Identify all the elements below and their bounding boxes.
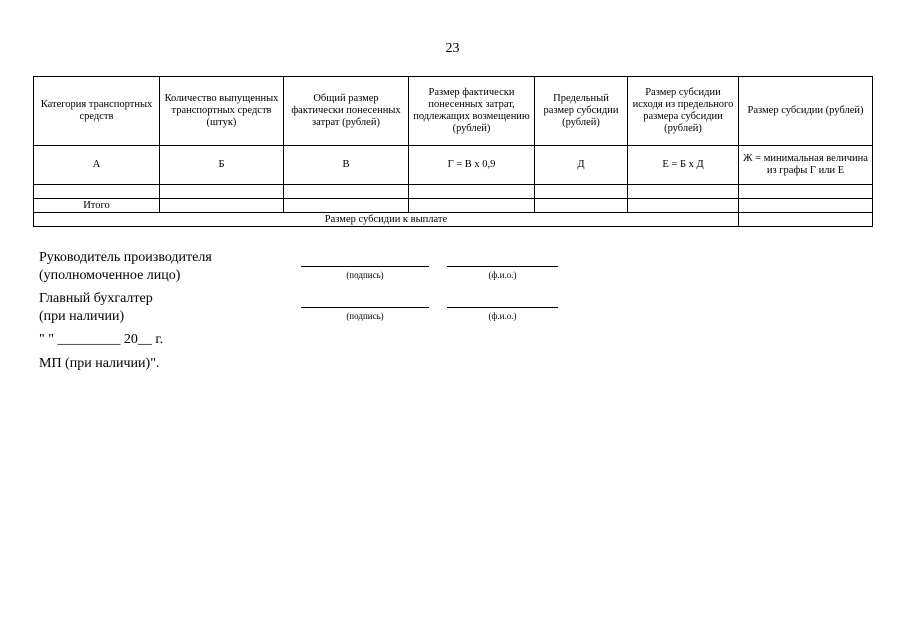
header-cell-max-subsidy: Предельный размер субсидии (рублей) [535,77,628,146]
code-cell: В [284,146,409,185]
head-name-line[interactable] [447,266,558,267]
empty-cell[interactable] [628,199,739,213]
header-cell-subsidy-by-max: Размер субсидии исходя из предельного размера субсидии (рублей) [628,77,739,146]
empty-cell[interactable] [535,199,628,213]
accountant-title-line2: (при наличии) [39,309,125,324]
code-cell: Б [160,146,284,185]
empty-cell[interactable] [160,185,284,199]
accountant-signatory-block [39,290,153,326]
header-cell-total-costs: Общий размер фактически понесенных затрат (рублей) [284,77,409,146]
payout-value-cell[interactable] [739,213,873,227]
empty-cell[interactable] [160,199,284,213]
payout-label: Размер субсидии к выплате [34,213,739,227]
table-row [34,185,873,199]
head-signature-line[interactable] [301,266,429,267]
empty-cell[interactable] [284,185,409,199]
header-cell-reimbursable-costs: Размер фактически понесенных затрат, подлежащих возмещению (рублей) [409,77,535,146]
subsidy-table [33,76,873,227]
code-cell: Ж = минимальная величина из графы Г или Е [739,146,873,185]
empty-cell[interactable] [739,185,873,199]
header-cell-subsidy: Размер субсидии (рублей) [739,77,873,146]
name-caption: (ф.и.о.) [488,311,517,321]
date-line: " " _________ 20__ г. [39,332,164,347]
total-label: Итого [34,199,160,213]
header-cell-category: Категория транспортных средств [34,77,160,146]
name-caption: (ф.и.о.) [488,270,517,280]
accountant-title-line1: Главный бухгалтер [39,291,153,306]
page-number: 23 [445,41,460,56]
signature-caption: (подпись) [346,311,384,321]
table-payout-row [34,213,873,227]
header-cell-quantity: Количество выпущенных транспортных средств (штук) [160,77,284,146]
code-cell: Е = Б х Д [628,146,739,185]
head-signatory-block [39,249,212,285]
empty-cell[interactable] [739,199,873,213]
head-title-line1: Руководитель производителя [39,250,212,265]
empty-cell[interactable] [409,185,535,199]
empty-cell[interactable] [409,199,535,213]
head-title-line2: (уполномоченное лицо) [39,268,181,283]
code-cell: Г = В х 0,9 [409,146,535,185]
signature-caption: (подпись) [346,270,384,280]
code-cell: А [34,146,160,185]
table-codes-row [34,146,873,185]
empty-cell[interactable] [535,185,628,199]
code-cell: Д [535,146,628,185]
empty-cell[interactable] [284,199,409,213]
table-total-row [34,199,873,213]
table-header-row [34,77,873,146]
accountant-signature-line[interactable] [301,307,429,308]
accountant-name-line[interactable] [447,307,558,308]
stamp-line: МП (при наличии)". [39,356,160,371]
empty-cell[interactable] [34,185,160,199]
empty-cell[interactable] [628,185,739,199]
